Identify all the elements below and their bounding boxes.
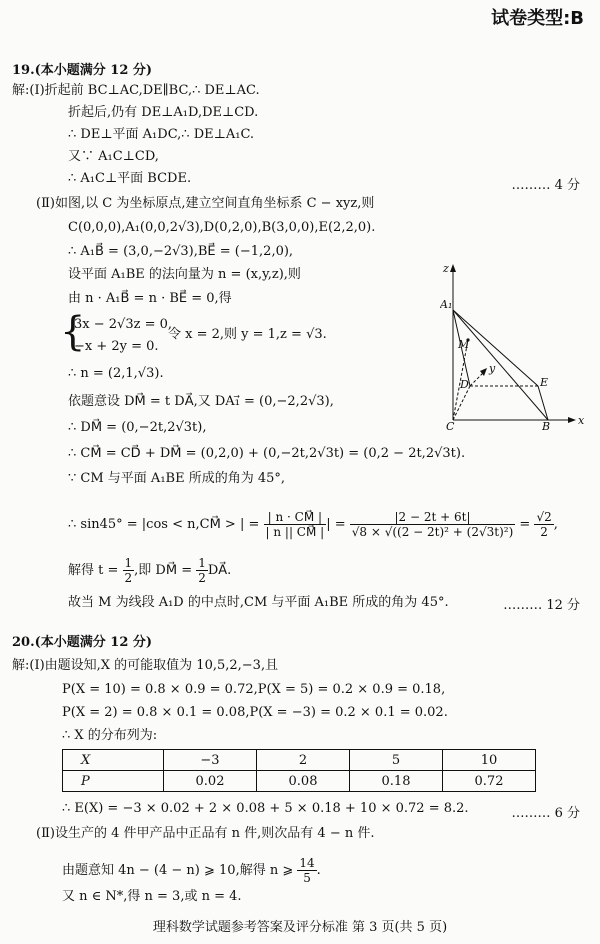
q20-line: ∴ E(X) = −3 × 0.02 + 2 × 0.08 + 5 × 0.18 + 10 × 0.72 = 8.2. (62, 801, 469, 816)
q19-line: ∴ n = (2,1,√3). (68, 366, 164, 381)
q20-line: (Ⅱ)设生产的 4 件甲产品中正品有 n 件,则次品有 4 − n 件. (36, 826, 375, 841)
fraction (196, 556, 208, 585)
q19-line: ∴ A₁B⃗ = (3,0,−2√3),BE⃗ = (−1,2,0), (68, 244, 294, 259)
denominator: 2 (124, 571, 133, 585)
q19-line: ∴ DE⊥平面 A₁DC,∴ DE⊥A₁C. (68, 127, 255, 142)
q19-line: 设平面 A₁BE 的法向量为 n = (x,y,z),则 (68, 267, 301, 282)
label-a1: A₁ (440, 298, 453, 311)
formula-text: 解得 t = (68, 563, 123, 578)
q20-line: P(X = 10) = 0.8 × 0.9 = 0.72,P(X = 5) = 0.2 × 0.9 = 0.18, (62, 682, 446, 697)
q20-line: ∴ X 的分布列为: (62, 728, 158, 743)
table-cell: 10 (443, 750, 536, 771)
label-m: M (458, 338, 470, 351)
label-y: y (489, 362, 496, 375)
formula-text: 由题意知 4n − (4 − n) ⩾ 10,解得 n ⩾ (62, 863, 298, 878)
table-cell: 0.08 (257, 771, 350, 792)
equation-line: −x + 2y = 0. (74, 339, 159, 354)
q19-line: 由 n · A₁B⃗ = n · BE⃗ = 0,得 (68, 291, 232, 306)
fraction (350, 510, 516, 539)
q19-line: ∴ DM⃗ = (0,−2t,2√3t), (68, 420, 207, 435)
q19-line: 依题意设 DM⃗ = t DA⃗,又 DA₁⃗ = (0,−2,2√3), (68, 394, 334, 409)
table-cell: −3 (164, 750, 257, 771)
denominator: √8 × √((2 − 2t)² + (2√3t)²) (351, 525, 514, 539)
numerator: 1 (198, 556, 206, 570)
formula-text: , (553, 517, 558, 532)
table-row (63, 750, 536, 771)
fraction (264, 510, 327, 539)
denominator: 5 (303, 871, 311, 885)
numerator: | n · CM⃗ | (264, 510, 327, 525)
q20-line: P(X = 2) = 0.8 × 0.1 = 0.08,P(X = −3) = 0.2 × 0.1 = 0.02. (62, 705, 448, 720)
y-axis (470, 372, 484, 386)
label-x: x (578, 414, 585, 427)
label-z: z (443, 262, 449, 275)
numerator: |2 − 2t + 6t| (350, 510, 516, 525)
q19-title: 19.(本小题满分 12 分) (12, 63, 153, 78)
numerator: 14 (299, 856, 315, 870)
q19-line (68, 556, 231, 585)
denominator: | n || CM⃗ | (265, 525, 325, 539)
q19-line: ∵ CM 与平面 A₁BE 所成的角为 45°, (68, 471, 286, 486)
table-header: X (63, 750, 164, 771)
a1b-edge (453, 310, 548, 420)
formula-text: . (316, 863, 321, 878)
q19-line: 令 x = 2,则 y = 1,z = √3. (168, 327, 327, 342)
table-cell: 5 (350, 750, 443, 771)
q20-line: 又 n ∈ N*,得 n = 3,或 n = 4. (62, 889, 242, 904)
distribution-table (62, 749, 536, 792)
formula-text: | = (326, 517, 350, 532)
q19-line: 又∵ A₁C⊥CD, (68, 149, 159, 164)
equation-line: 3x − 2√3z = 0, (74, 317, 172, 332)
formula-text: ∴ sin45° = |cos < n,CM⃗ > | = (68, 517, 260, 532)
fraction (297, 856, 316, 885)
score-marker: ……… 12 分 (503, 598, 580, 613)
q20-line: 解:(Ⅰ)由题设知,X 的可能取值为 10,5,2,−3,且 (12, 658, 279, 673)
label-b: B (542, 420, 551, 433)
q19-line: 折起后,仍有 DE⊥A₁D,DE⊥CD. (68, 105, 259, 120)
q19-line: (Ⅱ)如图,以 C 为坐标原点,建立空间直角坐标系 C − xyz,则 (36, 196, 375, 211)
table-row (63, 771, 536, 792)
table-cell: 0.02 (164, 771, 257, 792)
q19-line: 故当 M 为线段 A₁D 的中点时,CM 与平面 A₁BE 所成的角为 45°. (68, 595, 449, 610)
paper-type-label: 试卷类型:B (491, 8, 584, 29)
geometry-figure (440, 260, 590, 435)
q19-line: C(0,0,0),A₁(0,0,2√3),D(0,2,0),B(3,0,0),E(2,2,0). (68, 220, 376, 235)
fraction (534, 510, 553, 539)
q20-title: 20.(本小题满分 12 分) (12, 635, 153, 650)
x-axis-arrow (568, 417, 576, 423)
score-marker: ……… 6 分 (511, 806, 580, 821)
z-axis-arrow (450, 264, 456, 272)
q19-line: ∴ CM⃗ = CD⃗ + DM⃗ = (0,2,0) + (0,−2t,2√3t) = (0,2 − 2t,2√3t). (68, 446, 466, 461)
cd-edge (453, 386, 470, 420)
q19-line: 解:(Ⅰ)折起前 BC⊥AC,DE∥BC,∴ DE⊥AC. (12, 83, 260, 98)
table-cell: 2 (257, 750, 350, 771)
fraction (123, 556, 135, 585)
page-footer: 理科数学试题参考答案及评分标准 第 3 页(共 5 页) (152, 920, 448, 935)
table-cell: 0.72 (443, 771, 536, 792)
numerator: √2 (536, 510, 552, 524)
q20-line (62, 856, 321, 885)
formula-text: = (519, 517, 531, 532)
formula-text: ,即 DM⃗ = (134, 563, 197, 578)
q19-line: ∴ A₁C⊥平面 BCDE. (68, 171, 192, 186)
denominator: 2 (198, 571, 206, 585)
formula-text: DA⃗. (207, 563, 232, 578)
table-cell: 0.18 (350, 771, 443, 792)
denominator: 2 (540, 525, 548, 539)
table-header: P (63, 771, 164, 792)
q19-line (68, 510, 558, 539)
label-c: C (446, 420, 455, 433)
label-e: E (540, 376, 549, 389)
label-d: D (460, 378, 469, 391)
score-marker: ……… 4 分 (511, 178, 580, 193)
numerator: 1 (124, 556, 133, 570)
system-brace: { (60, 309, 86, 355)
